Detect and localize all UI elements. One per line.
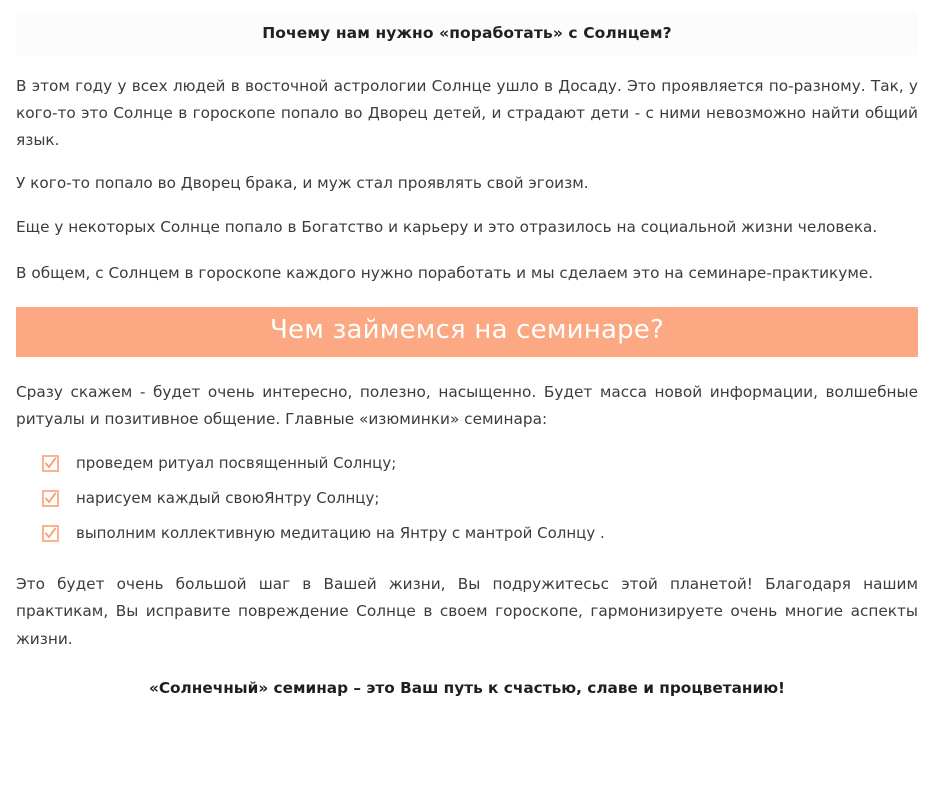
intro-paragraph-2: У кого-то попало во Дворец брака, и муж стал проявлять свой эгоизм.: [16, 174, 589, 193]
spacer: [0, 197, 934, 214]
list-item[interactable]: [16, 523, 918, 545]
intro-paragraph-4: В общем, с Солнцем в гороскопе каждого нужно поработать и мы сделаем это на семинаре-практикуме.: [16, 263, 874, 282]
checkbox-checked-icon[interactable]: [42, 490, 59, 507]
closing-statement: «Солнечный» семинар – это Ваш путь к счастью, славе и процветанию!: [148, 678, 786, 697]
spacer: [0, 242, 934, 260]
page-title: Почему нам нужно «поработать» с Солнцем?: [16, 11, 918, 55]
spacer: [0, 357, 934, 379]
spacer: [0, 545, 934, 571]
spacer: [0, 653, 934, 679]
spacer: [0, 55, 934, 73]
spacer: [0, 154, 934, 170]
list-item[interactable]: [16, 453, 918, 475]
list-item[interactable]: [16, 488, 918, 510]
intro-paragraph-1: В этом году у всех людей в восточной астрологии Солнце ушло в Досаду. Это проявляется по-разному. Так, у кого-то это Солнце в гороскопе попало во Дворец детей, и страдают дети - с ними невозможно найти общий язык.: [16, 76, 918, 150]
checkbox-checked-icon[interactable]: [42, 455, 59, 472]
section-banner-title: Чем займемся на семинаре?: [16, 307, 918, 357]
section-outro-paragraph: Это будет очень большой шаг в Вашей жизни, Вы подружитесьс этой планетой! Благодаря нашим практикам, Вы исправите повреждение Солнце в своем гороскопе, гармонизируете очень многие аспекты жизни.: [16, 575, 918, 648]
intro-paragraph-3: Еще у некоторых Солнце попало в Богатство и карьеру и это отразилось на социальной жизни человека.: [16, 218, 878, 237]
list-item-label: нарисуем каждый своюЯнтру Солнцу;: [76, 489, 380, 508]
spacer: [0, 433, 934, 453]
spacer: [0, 287, 934, 307]
section-lead-paragraph: Сразу скажем - будет очень интересно, полезно, насыщенно. Будет масса новой информации, волшебные ритуалы и позитивное общение. Главные «изюминки» семинара:: [16, 382, 918, 429]
checkbox-checked-icon[interactable]: [42, 525, 59, 542]
document-page: [0, 11, 934, 789]
seminar-checklist: [0, 453, 934, 545]
list-item-label: проведем ритуал посвященный Солнцу;: [76, 454, 397, 473]
list-item-label: выполним коллективную медитацию на Янтру с мантрой Солнцу .: [76, 524, 605, 543]
